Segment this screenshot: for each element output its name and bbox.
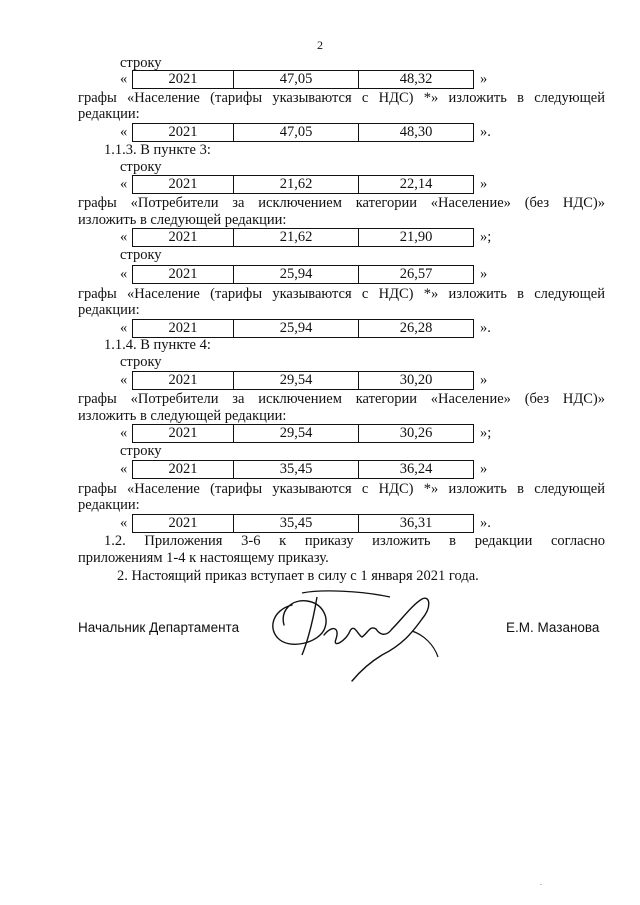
cell-value-1: 29,54 bbox=[234, 372, 359, 389]
cell-year: 2021 bbox=[133, 515, 234, 532]
cell-value-2: 36,31 bbox=[399, 515, 433, 531]
text-p2: 2. Настоящий приказ вступает в силу с 1 января 2021 года. bbox=[117, 568, 479, 584]
text-redaktsii: редакции: bbox=[78, 497, 140, 513]
text-stroku: строку bbox=[120, 443, 162, 459]
text-grafy-potrebiteli: графы «Потребители за исключением категории «Население» (без НДС)» bbox=[78, 391, 605, 407]
cell-value-1: 47,05 bbox=[234, 124, 359, 141]
cell-value-2: 30,26 bbox=[399, 425, 433, 441]
text-p114: 1.1.4. В пункте 4: bbox=[104, 337, 211, 353]
cell-value-2: 21,90 bbox=[399, 229, 433, 245]
quote-open: « bbox=[120, 229, 128, 245]
text-redaktsii: редакции: bbox=[78, 106, 140, 122]
quote-open: « bbox=[120, 266, 128, 282]
text-redaktsii: редакции: bbox=[78, 302, 140, 318]
quote-open: « bbox=[120, 461, 128, 477]
cell-value-1: 21,62 bbox=[234, 229, 359, 246]
cell-year: 2021 bbox=[133, 124, 234, 141]
quote-close: » bbox=[480, 266, 488, 282]
cell-year: 2021 bbox=[133, 176, 234, 193]
cell-year: 2021 bbox=[133, 372, 234, 389]
cell-value-2: 48,30 bbox=[399, 124, 433, 140]
quote-open: « bbox=[120, 320, 128, 336]
quote-open: « bbox=[120, 176, 128, 192]
handwritten-signature bbox=[262, 585, 452, 685]
quote-close: » bbox=[480, 461, 488, 477]
signatory-name: Е.М. Мазанова bbox=[506, 620, 600, 635]
text-stroku: строку bbox=[120, 247, 162, 263]
quote-open: « bbox=[120, 425, 128, 441]
quote-close: ». bbox=[480, 124, 491, 140]
text-stroku: строку bbox=[120, 354, 162, 370]
value-cells bbox=[132, 371, 474, 390]
cell-value-1: 21,62 bbox=[234, 176, 359, 193]
quote-open: « bbox=[120, 71, 128, 87]
text-izlozhit: изложить в следующей редакции: bbox=[78, 212, 287, 228]
value-cells bbox=[132, 460, 474, 479]
value-cells bbox=[132, 514, 474, 533]
page-number: 2 bbox=[317, 38, 323, 52]
text-izlozhit: изложить в следующей редакции: bbox=[78, 408, 287, 424]
text-p113: 1.1.3. В пункте 3: bbox=[104, 142, 211, 158]
cell-year: 2021 bbox=[133, 71, 234, 88]
text-grafy-naselenie: графы «Население (тарифы указываются с НДС) *» изложить в следующей bbox=[78, 481, 605, 497]
cell-value-2: 30,20 bbox=[399, 372, 433, 388]
quote-close: ». bbox=[480, 515, 491, 531]
quote-close: » bbox=[480, 71, 488, 87]
text-grafy-potrebiteli: графы «Потребители за исключением категории «Население» (без НДС)» bbox=[78, 195, 605, 211]
text-p12-line1: 1.2. Приложения 3-6 к приказу изложить в редакции согласно bbox=[104, 533, 605, 549]
cell-value-1: 35,45 bbox=[234, 461, 359, 478]
value-cells bbox=[132, 228, 474, 247]
value-cells bbox=[132, 70, 474, 89]
cell-year: 2021 bbox=[133, 461, 234, 478]
cell-value-1: 29,54 bbox=[234, 425, 359, 442]
scan-artifact: . bbox=[540, 878, 542, 887]
cell-year: 2021 bbox=[133, 320, 234, 337]
value-cells bbox=[132, 175, 474, 194]
value-cells bbox=[132, 123, 474, 142]
cell-value-1: 25,94 bbox=[234, 320, 359, 337]
cell-value-1: 35,45 bbox=[234, 515, 359, 532]
quote-close: ». bbox=[480, 320, 491, 336]
cell-value-1: 25,94 bbox=[234, 266, 359, 283]
value-cells bbox=[132, 319, 474, 338]
cell-value-2: 36,24 bbox=[399, 461, 433, 477]
quote-open: « bbox=[120, 372, 128, 388]
cell-year: 2021 bbox=[133, 266, 234, 283]
cell-year: 2021 bbox=[133, 425, 234, 442]
value-cells bbox=[132, 265, 474, 284]
text-p12-line2: приложениям 1-4 к настоящему приказу. bbox=[78, 550, 329, 566]
quote-open: « bbox=[120, 515, 128, 531]
text-stroku: строку bbox=[120, 55, 162, 71]
cell-value-2: 48,32 bbox=[399, 71, 433, 87]
signatory-position: Начальник Департамента bbox=[78, 620, 240, 635]
cell-value-2: 26,28 bbox=[399, 320, 433, 336]
quote-close: »; bbox=[480, 425, 492, 441]
quote-close: »; bbox=[480, 229, 492, 245]
quote-open: « bbox=[120, 124, 128, 140]
cell-value-2: 26,57 bbox=[399, 266, 433, 282]
cell-year: 2021 bbox=[133, 229, 234, 246]
quote-close: » bbox=[480, 176, 488, 192]
quote-close: » bbox=[480, 372, 488, 388]
text-grafy-naselenie: графы «Население (тарифы указываются с НДС) *» изложить в следующей bbox=[78, 90, 605, 106]
value-cells bbox=[132, 424, 474, 443]
text-grafy-naselenie: графы «Население (тарифы указываются с НДС) *» изложить в следующей bbox=[78, 286, 605, 302]
text-stroku: строку bbox=[120, 159, 162, 175]
cell-value-1: 47,05 bbox=[234, 71, 359, 88]
cell-value-2: 22,14 bbox=[399, 176, 433, 192]
